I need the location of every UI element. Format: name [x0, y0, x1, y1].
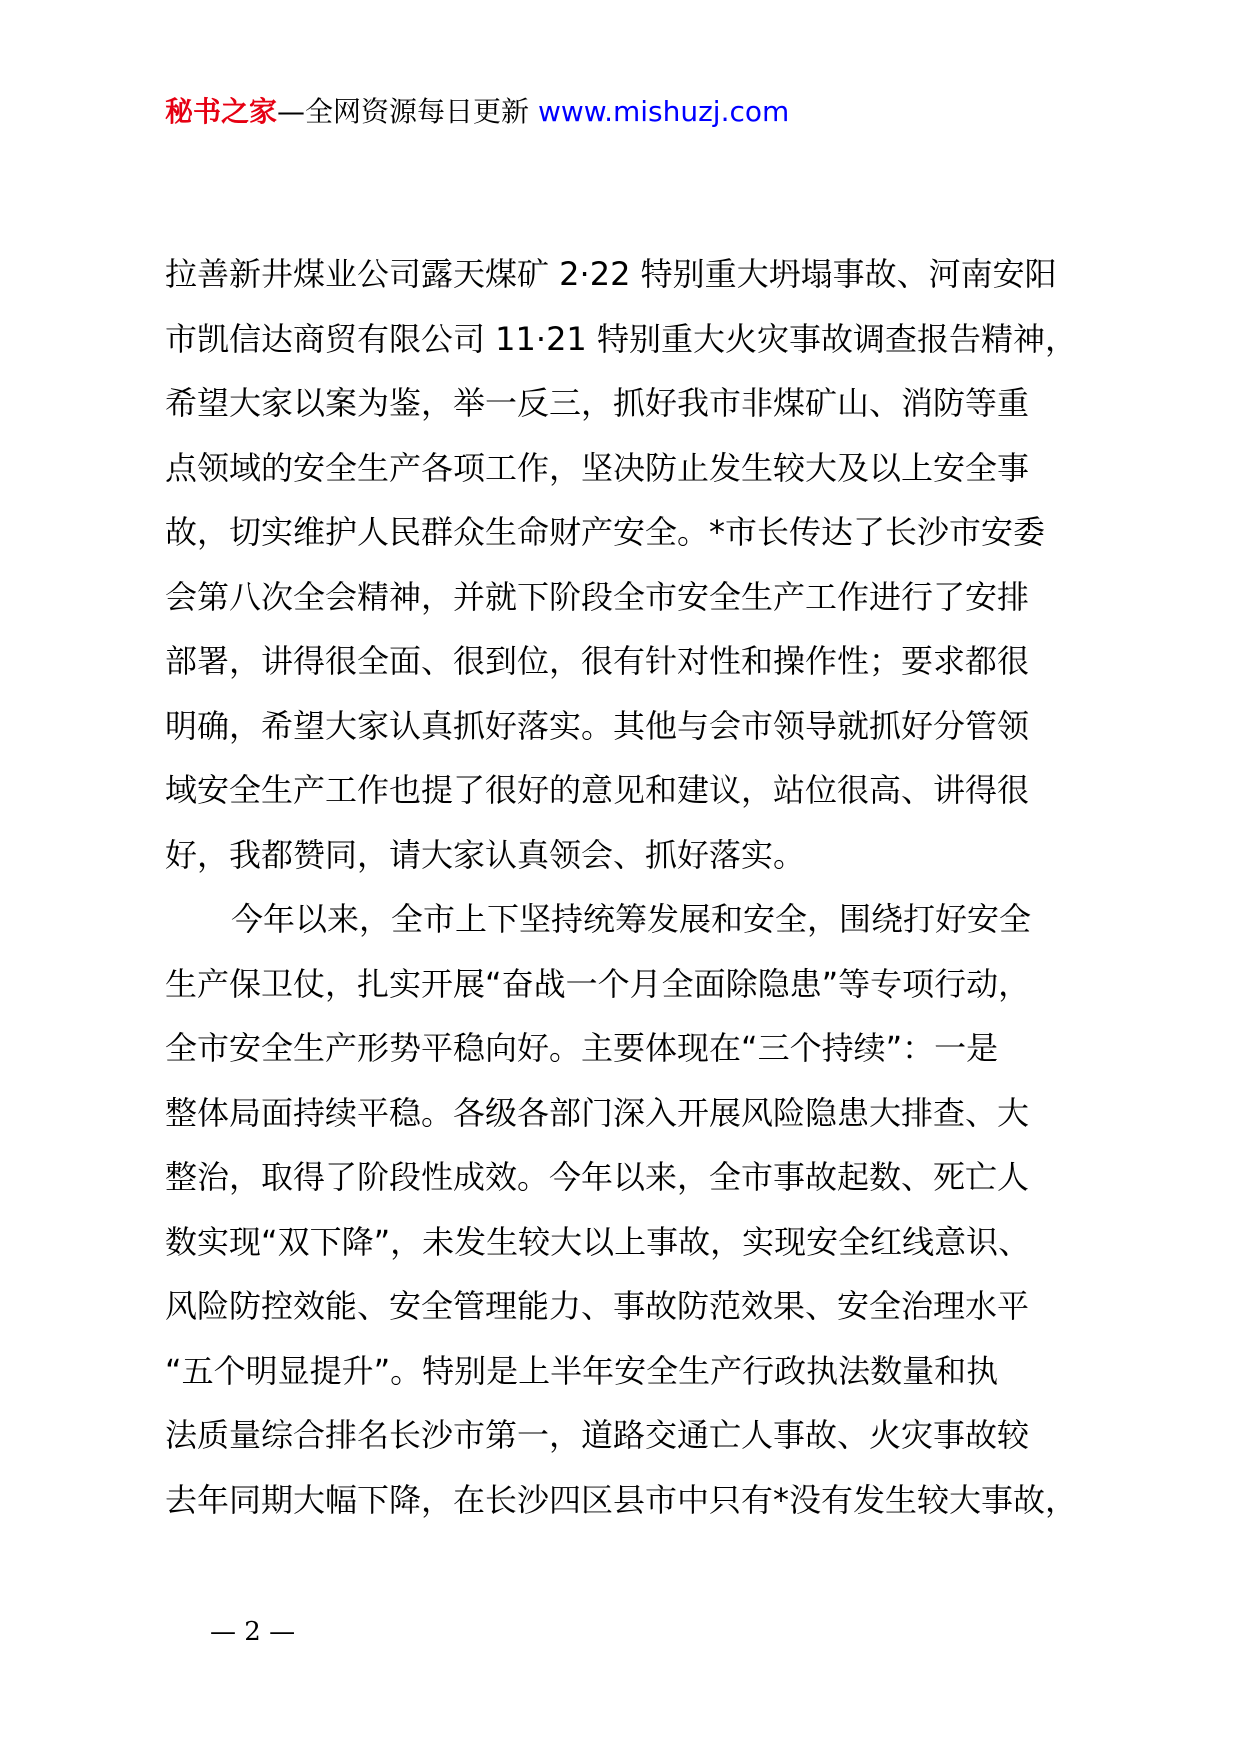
header-tagline: —全网资源每日更新	[277, 95, 530, 128]
text-line: 部署，讲得很全面、很到位，很有针对性和操作性；要求都很	[165, 642, 1030, 680]
text-line: 点领域的安全生产各项工作，坚决防止发生较大及以上安全事	[165, 448, 1030, 487]
text-line: 整体局面持续平稳。各级各部门深入开展风险隐患大排查、大	[165, 1093, 1030, 1132]
text-line: “五个明显提升”。特别是上半年安全生产行政执法数量和执	[165, 1351, 999, 1390]
text-line: 域安全生产工作也提了很好的意见和建议，站位很高、讲得很	[165, 771, 1030, 809]
text-line: 整治，取得了阶段性成效。今年以来，全市事故起数、死亡人	[165, 1158, 1030, 1196]
text-line: 会第八次全会精神，并就下阶段全市安全生产工作进行了安排	[165, 577, 1030, 616]
page-number: — 2 —	[210, 1617, 296, 1647]
text-line: 去年同期大幅下降，在长沙四区县市中只有*没有发生较大事故，	[165, 1480, 1078, 1519]
text-line: 故，切实维护人民群众生命财产安全。*市长传达了长沙市安委	[165, 513, 1046, 551]
text-line: 明确，希望大家认真抓好落实。其他与会市领导就抓好分管领	[165, 706, 1030, 745]
text-line: 法质量综合排名长沙市第一，道路交通亡人事故、火灾事故较	[165, 1416, 1030, 1454]
text-line: 希望大家以案为鉴，举一反三，抓好我市非煤矿山、消防等重	[165, 384, 1030, 422]
text-line: 全市安全生产形势平稳向好。主要体现在“三个持续”：一是	[165, 1029, 999, 1067]
text-line: 风险防控效能、安全管理能力、事故防范效果、安全治理水平	[165, 1287, 1030, 1325]
brand-name: 秘书之家	[165, 95, 278, 128]
text-line: 好，我都赞同，请大家认真领会、抓好落实。	[165, 835, 806, 874]
site-url-link[interactable]: www.mishuzj.com	[537, 95, 790, 128]
text-line: 拉善新井煤业公司露天煤矿 2·22 特别重大坍塌事故、河南安阳	[165, 255, 1057, 293]
site-header	[165, 92, 789, 132]
text-line: 数实现“双下降”，未发生较大以上事故，实现安全红线意识、	[165, 1222, 1031, 1261]
document-body	[165, 242, 1110, 1532]
text-line: 市凯信达商贸有限公司 11·21 特别重大火灾事故调查报告精神，	[165, 319, 1077, 358]
paragraph-first-line: 今年以来，全市上下坚持统筹发展和安全，围绕打好安全	[231, 900, 1032, 938]
text-line: 生产保卫仗，扎实开展“奋战一个月全面除隐患”等专项行动，	[165, 964, 1031, 1003]
